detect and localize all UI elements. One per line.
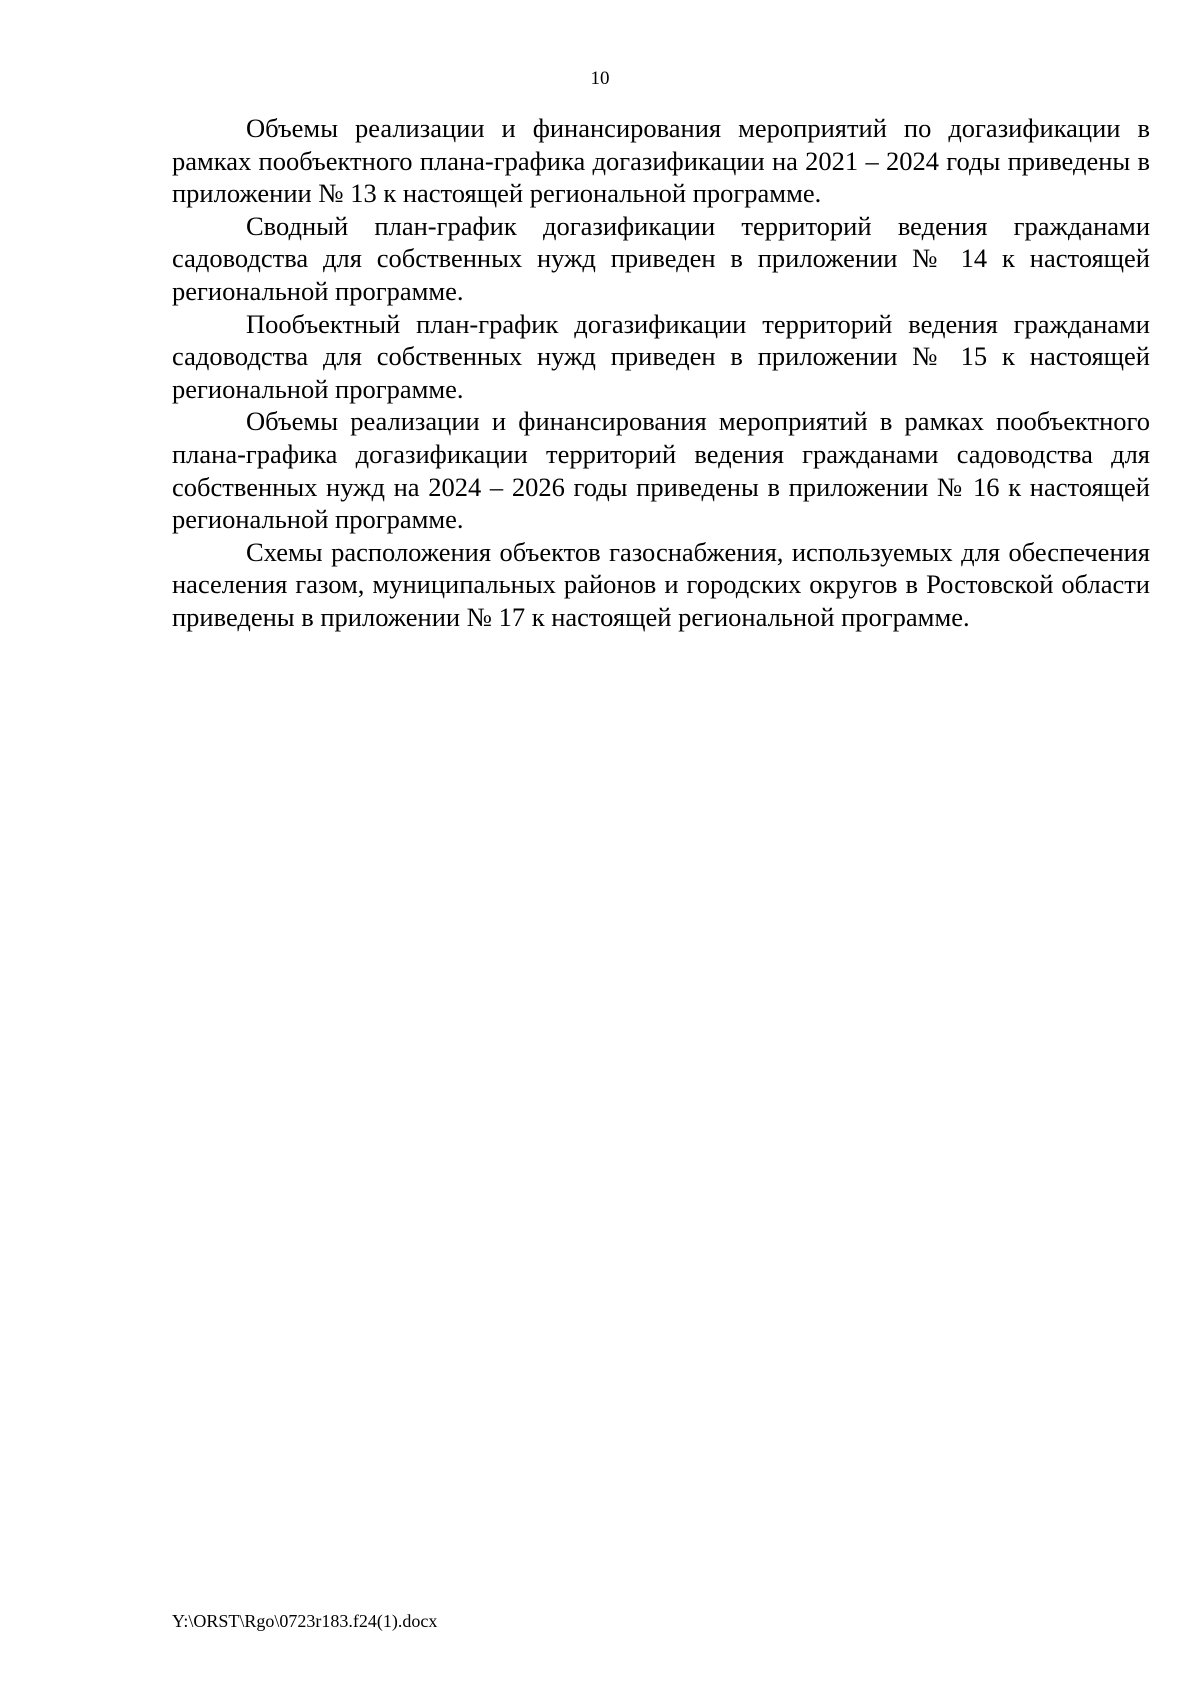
- paragraph: Объемы реализации и финансирования мероприятий в рамках пообъектного плана-графика догазификации территорий ведения гражданами садоводства для собственных нужд на 2024 – 2026 годы приведены в приложении № 16 к настоящей региональной программе.: [172, 406, 1150, 535]
- paragraph: Объемы реализации и финансирования мероприятий по догазификации в рамках пообъектного плана-графика догазификации на 2021 – 2024 годы приведены в приложении № 13 к настоящей региональной программе.: [172, 113, 1150, 209]
- document-body: [172, 112, 1150, 634]
- paragraph: Сводный план-график догазификации территорий ведения гражданами садоводства для собственных нужд приведен в приложении № 14 к настоящей региональной программе.: [172, 210, 1150, 306]
- paragraph: Пообъектный план-график догазификации территорий ведения гражданами садоводства для собственных нужд приведен в приложении № 15 к настоящей региональной программе.: [172, 308, 1150, 404]
- page-number: 10: [590, 68, 610, 89]
- paragraph: Схемы расположения объектов газоснабжения, используемых для обеспечения населения газом, муниципальных районов и городских округов в Ростовской области приведены в приложении № 17 к настоящей региональной программе.: [172, 536, 1150, 632]
- footer-file-path: Y:\ORST\Rgo\0723r183.f24(1).docx: [172, 1611, 438, 1631]
